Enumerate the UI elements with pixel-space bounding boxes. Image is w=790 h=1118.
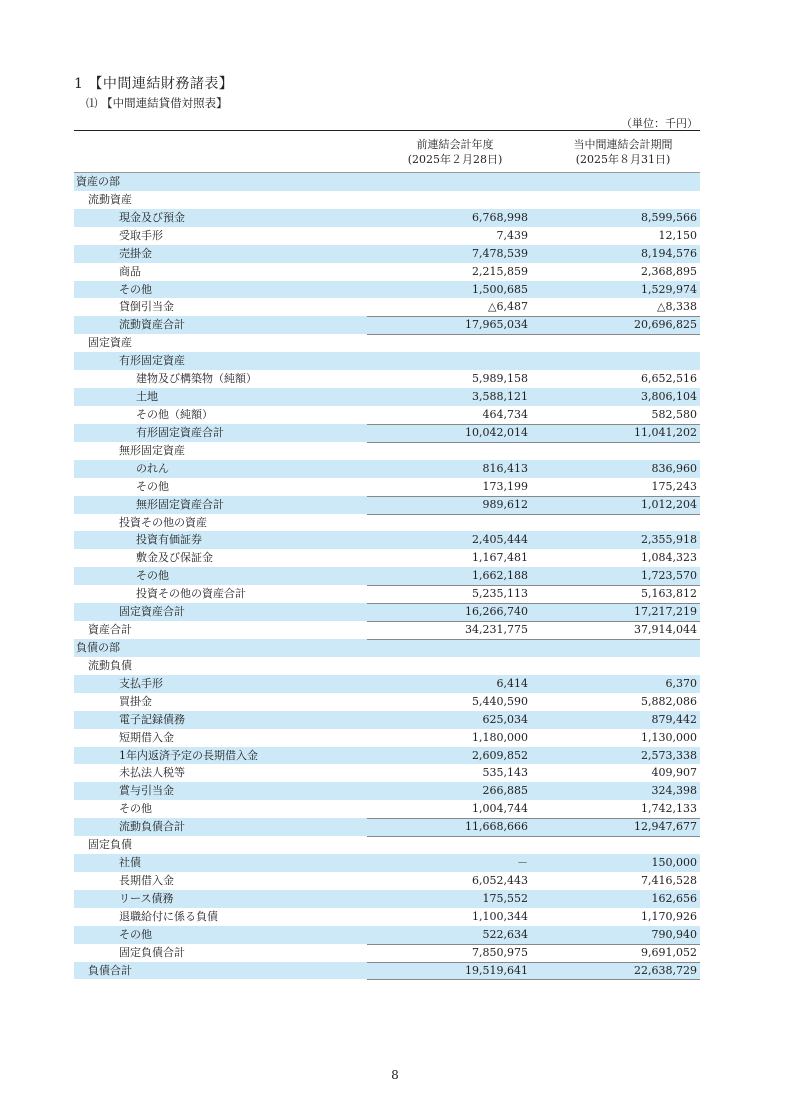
table-row <box>74 711 700 729</box>
balance-sheet-table <box>74 173 700 979</box>
row-label: 受取手形 <box>119 228 163 242</box>
current-period-value: 1,723,570 <box>641 569 697 583</box>
row-label: 流動負債合計 <box>119 820 185 834</box>
column-header-date: (2025年８月31日) <box>575 153 671 166</box>
prior-year-value: 522,634 <box>482 927 528 941</box>
current-period-value: 150,000 <box>651 856 697 870</box>
prior-year-value: 5,440,590 <box>472 694 528 708</box>
table-row <box>74 926 700 944</box>
row-label: 売掛金 <box>119 246 152 260</box>
row-label: その他 <box>136 479 169 493</box>
table-row <box>74 944 700 962</box>
row-label: 支払手形 <box>119 676 163 690</box>
current-period-value: 175,243 <box>651 479 697 493</box>
row-label: 固定資産合計 <box>119 605 185 619</box>
current-period-value: 790,940 <box>651 927 697 941</box>
current-period-value: 12,947,677 <box>634 820 697 834</box>
row-label: 投資有価証券 <box>136 533 202 547</box>
table-row <box>74 334 700 352</box>
row-label: 投資その他の資産合計 <box>136 587 246 601</box>
prior-year-value: 10,042,014 <box>465 425 528 439</box>
prior-year-value: 535,143 <box>482 766 528 780</box>
current-period-value: 1,742,133 <box>641 802 697 816</box>
section-heading: 1 【中間連結財務諸表】 <box>74 76 234 92</box>
current-period-value: 2,355,918 <box>641 533 697 547</box>
prior-year-value: 16,266,740 <box>465 605 528 619</box>
table-row <box>74 263 700 281</box>
current-period-value: 324,398 <box>651 784 697 798</box>
unit-label: （単位：千円） <box>621 117 698 130</box>
table-row <box>74 585 700 603</box>
prior-year-value: 464,734 <box>482 407 528 421</box>
prior-year-value: 2,405,444 <box>472 533 528 547</box>
table-row <box>74 818 700 836</box>
prior-year-value: 5,235,113 <box>472 587 528 601</box>
current-period-value: 22,638,729 <box>634 963 697 977</box>
table-row <box>74 800 700 818</box>
table-row <box>74 388 700 406</box>
current-period-value: 582,580 <box>651 407 697 421</box>
row-label: その他 <box>119 802 152 816</box>
prior-year-value: 34,231,775 <box>465 623 528 637</box>
current-period-value: 836,960 <box>651 461 697 475</box>
current-period-value: 1,130,000 <box>641 730 697 744</box>
table-row <box>74 675 700 693</box>
prior-year-value: 1,662,188 <box>472 569 528 583</box>
current-period-value: 409,907 <box>651 766 697 780</box>
column-header-current-period <box>548 137 698 167</box>
column-header-title: 当中間連結会計期間 <box>573 138 673 151</box>
current-period-value: 9,691,052 <box>641 945 697 959</box>
row-label: 資産合計 <box>88 623 132 637</box>
row-label: 流動資産合計 <box>119 318 185 332</box>
table-row <box>74 693 700 711</box>
prior-year-value: 1,180,000 <box>472 730 528 744</box>
prior-year-value: 7,850,975 <box>472 945 528 959</box>
table-row <box>74 316 700 334</box>
current-period-value: 5,882,086 <box>641 694 697 708</box>
current-period-value: 879,442 <box>651 712 697 726</box>
current-period-value: △8,338 <box>657 300 697 314</box>
row-label: その他 <box>136 569 169 583</box>
table-row <box>74 370 700 388</box>
row-label: リース債務 <box>119 891 174 905</box>
row-label: 流動負債 <box>88 658 132 672</box>
row-label: その他 <box>119 927 152 941</box>
prior-year-value: △6,487 <box>488 300 528 314</box>
prior-year-value: 6,052,443 <box>472 873 528 887</box>
current-period-value: 3,806,104 <box>641 390 697 404</box>
table-row <box>74 281 700 299</box>
row-label: その他（純額） <box>136 407 213 421</box>
current-period-value: 6,370 <box>665 676 697 690</box>
prior-year-value: 3,588,121 <box>472 390 528 404</box>
table-row <box>74 496 700 514</box>
row-label: 賞与引当金 <box>119 784 174 798</box>
column-header-title: 前連結会計年度 <box>416 138 494 151</box>
row-label: 固定資産 <box>88 336 132 350</box>
prior-year-value: 1,100,344 <box>472 909 528 923</box>
row-label: 有形固定資産 <box>119 354 185 368</box>
current-period-value: 20,696,825 <box>634 318 697 332</box>
table-row <box>74 478 700 496</box>
row-label: 貸倒引当金 <box>119 300 174 314</box>
prior-year-value: 989,612 <box>482 497 528 511</box>
row-label: 固定負債 <box>88 838 132 852</box>
prior-year-value: 1,167,481 <box>472 551 528 565</box>
table-row <box>74 764 700 782</box>
row-label: その他 <box>119 282 152 296</box>
row-label: 負債の部 <box>76 640 120 654</box>
row-label: 敷金及び保証金 <box>136 551 213 565</box>
prior-year-value: 625,034 <box>482 712 528 726</box>
row-label: 土地 <box>136 390 158 404</box>
prior-year-value: 175,552 <box>482 891 528 905</box>
prior-year-value: － <box>517 856 528 870</box>
prior-year-value: 7,439 <box>496 228 528 242</box>
current-period-value: 8,599,566 <box>641 210 697 224</box>
current-period-value: 5,163,812 <box>641 587 697 601</box>
prior-year-value: 173,199 <box>482 479 528 493</box>
row-label: 現金及び預金 <box>119 210 185 224</box>
prior-year-value: 7,478,539 <box>472 246 528 260</box>
column-header-date: (2025年２月28日) <box>407 153 503 166</box>
table-row <box>74 191 700 209</box>
current-period-value: 12,150 <box>658 228 697 242</box>
prior-year-value: 6,768,998 <box>472 210 528 224</box>
table-row <box>74 549 700 567</box>
row-label: 電子記録債務 <box>119 712 185 726</box>
table-row <box>74 514 700 532</box>
table-row <box>74 890 700 908</box>
table-row <box>74 908 700 926</box>
table-row <box>74 245 700 263</box>
prior-year-value: 19,519,641 <box>465 963 528 977</box>
row-label: 有形固定資産合計 <box>136 425 224 439</box>
current-period-value: 6,652,516 <box>641 372 697 386</box>
current-period-value: 17,217,219 <box>634 605 697 619</box>
table-row <box>74 298 700 316</box>
row-label: のれん <box>136 461 169 475</box>
table-row <box>74 603 700 621</box>
table-row <box>74 567 700 585</box>
subsection-heading: ⑴ 【中間連結貸借対照表】 <box>86 96 228 110</box>
current-period-value: 162,656 <box>651 891 697 905</box>
prior-year-value: 5,989,158 <box>472 372 528 386</box>
current-period-value: 1,170,926 <box>641 909 697 923</box>
row-label: 買掛金 <box>119 694 152 708</box>
table-row <box>74 836 700 854</box>
current-period-value: 37,914,044 <box>634 623 697 637</box>
table-row <box>74 209 700 227</box>
current-period-value: 1,084,323 <box>641 551 697 565</box>
row-label: 無形固定資産 <box>119 443 185 457</box>
table-row <box>74 424 700 442</box>
row-label: 建物及び構築物（純額） <box>136 372 257 386</box>
prior-year-value: 1,004,744 <box>472 802 528 816</box>
row-label: 短期借入金 <box>119 730 174 744</box>
table-row <box>74 442 700 460</box>
row-label: 資産の部 <box>76 175 120 188</box>
table-row <box>74 747 700 765</box>
table-row <box>74 173 700 191</box>
row-label: 商品 <box>119 264 141 278</box>
table-row <box>74 406 700 424</box>
current-period-value: 11,041,202 <box>634 425 697 439</box>
table-row <box>74 531 700 549</box>
row-label: 流動資産 <box>88 192 132 206</box>
table-top-rule <box>74 130 700 131</box>
prior-year-value: 816,413 <box>482 461 528 475</box>
current-period-value: 7,416,528 <box>641 873 697 887</box>
table-row <box>74 227 700 245</box>
row-label: 投資その他の資産 <box>119 515 207 529</box>
table-row <box>74 854 700 872</box>
prior-year-value: 2,215,859 <box>472 264 528 278</box>
row-label: 未払法人税等 <box>119 766 185 780</box>
prior-year-value: 6,414 <box>496 676 528 690</box>
current-period-value: 1,529,974 <box>641 282 697 296</box>
table-row <box>74 639 700 657</box>
prior-year-value: 2,609,852 <box>472 748 528 762</box>
row-label: 無形固定資産合計 <box>136 497 224 511</box>
row-label: 固定負債合計 <box>119 945 185 959</box>
current-period-value: 8,194,576 <box>641 246 697 260</box>
column-header-prior-year <box>380 137 530 167</box>
current-period-value: 1,012,204 <box>641 497 697 511</box>
row-label: 退職給付に係る負債 <box>119 909 218 923</box>
row-label: 負債合計 <box>88 963 132 977</box>
table-row <box>74 782 700 800</box>
table-row <box>74 621 700 639</box>
table-row <box>74 962 700 980</box>
table-row <box>74 657 700 675</box>
row-label: 社債 <box>119 856 141 870</box>
page-number: 8 <box>391 1068 399 1082</box>
prior-year-value: 266,885 <box>482 784 528 798</box>
prior-year-value: 11,668,666 <box>465 820 528 834</box>
row-label: 1年内返済予定の長期借入金 <box>119 748 258 762</box>
current-period-value: 2,368,895 <box>641 264 697 278</box>
row-label: 長期借入金 <box>119 873 174 887</box>
prior-year-value: 1,500,685 <box>472 282 528 296</box>
table-row <box>74 460 700 478</box>
prior-year-value: 17,965,034 <box>465 318 528 332</box>
table-row <box>74 872 700 890</box>
table-row <box>74 729 700 747</box>
table-row <box>74 352 700 370</box>
current-period-value: 2,573,338 <box>641 748 697 762</box>
